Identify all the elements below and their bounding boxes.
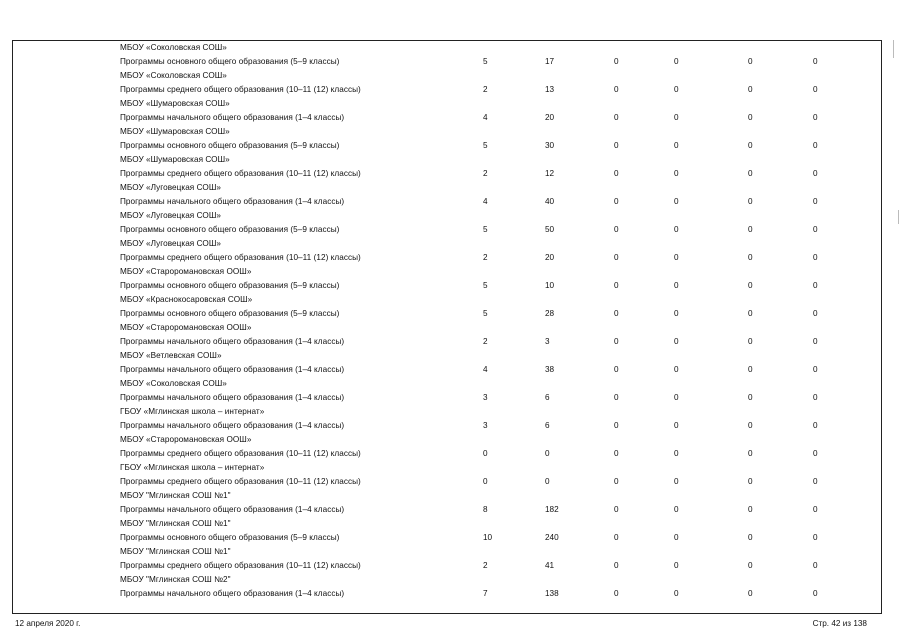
value-cell: 0 (614, 85, 619, 94)
value-cell: 0 (748, 505, 753, 514)
table-row (13, 237, 883, 265)
organization-name: МБОУ «Луговецкая СОШ» (120, 239, 221, 248)
value-cell: 0 (748, 113, 753, 122)
organization-name: МБОУ «Шумаровская СОШ» (120, 99, 230, 108)
organization-name: МБОУ "Мглинская СОШ №2" (120, 575, 231, 584)
organization-name: МБОУ «Староромановская ООШ» (120, 435, 252, 444)
value-cell: 3 (483, 421, 488, 430)
organization-name: МБОУ «Луговецкая СОШ» (120, 183, 221, 192)
value-cell: 0 (748, 225, 753, 234)
value-cell: 0 (483, 477, 488, 486)
value-cell: 0 (614, 57, 619, 66)
value-cell: 0 (813, 589, 818, 598)
organization-name: МБОУ «Шумаровская СОШ» (120, 155, 230, 164)
value-cell: 0 (748, 365, 753, 374)
value-cell: 17 (545, 57, 555, 66)
value-cell: 0 (813, 169, 818, 178)
organization-name: ГБОУ «Мглинская школа – интернат» (120, 407, 265, 416)
value-cell: 0 (813, 253, 818, 262)
value-cell: 10 (545, 281, 555, 290)
value-cell: 0 (748, 281, 753, 290)
value-cell: 0 (813, 449, 818, 458)
organization-name: МБОУ «Соколовская СОШ» (120, 71, 227, 80)
value-cell: 0 (674, 561, 679, 570)
value-cell: 4 (483, 197, 488, 206)
value-cell: 0 (674, 141, 679, 150)
value-cell: 12 (545, 169, 555, 178)
table-row (13, 377, 883, 405)
value-cell: 0 (614, 253, 619, 262)
value-cell: 0 (748, 141, 753, 150)
value-cell: 13 (545, 85, 555, 94)
program-name: Программы начального общего образования (1–4 классы) (120, 505, 345, 514)
value-cell: 0 (813, 141, 818, 150)
value-cell: 2 (483, 561, 488, 570)
value-cell: 0 (483, 449, 488, 458)
value-cell: 0 (748, 561, 753, 570)
value-cell: 0 (674, 337, 679, 346)
scan-mark (898, 210, 899, 224)
value-cell: 0 (813, 421, 818, 430)
value-cell: 6 (545, 393, 550, 402)
program-name: Программы начального общего образования (1–4 классы) (120, 589, 345, 598)
value-cell: 0 (748, 309, 753, 318)
program-name: Программы начального общего образования (1–4 классы) (120, 337, 345, 346)
value-cell: 0 (748, 421, 753, 430)
value-cell: 0 (674, 589, 679, 598)
value-cell: 0 (813, 561, 818, 570)
value-cell: 8 (483, 505, 488, 514)
value-cell: 2 (483, 253, 488, 262)
value-cell: 5 (483, 281, 488, 290)
value-cell: 30 (545, 141, 555, 150)
value-cell: 40 (545, 197, 555, 206)
value-cell: 4 (483, 113, 488, 122)
value-cell: 0 (614, 421, 619, 430)
table-row (13, 489, 883, 517)
program-name: Программы основного общего образования (5–9 классы) (120, 141, 340, 150)
program-name: Программы начального общего образования (1–4 классы) (120, 113, 345, 122)
program-name: Программы начального общего образования (1–4 классы) (120, 197, 345, 206)
value-cell: 2 (483, 85, 488, 94)
program-name: Программы среднего общего образования (10–11 (12) классы) (120, 169, 361, 178)
value-cell: 4 (483, 365, 488, 374)
table-row (13, 181, 883, 209)
value-cell: 41 (545, 561, 555, 570)
value-cell: 0 (748, 85, 753, 94)
table-row (13, 517, 883, 545)
program-name: Программы основного общего образования (5–9 классы) (120, 57, 340, 66)
program-name: Программы начального общего образования (1–4 классы) (120, 393, 345, 402)
value-cell: 0 (614, 337, 619, 346)
value-cell: 0 (674, 449, 679, 458)
value-cell: 0 (614, 589, 619, 598)
program-name: Программы основного общего образования (5–9 классы) (120, 225, 340, 234)
program-name: Программы начального общего образования (1–4 классы) (120, 365, 345, 374)
value-cell: 0 (614, 477, 619, 486)
value-cell: 0 (614, 449, 619, 458)
value-cell: 0 (614, 393, 619, 402)
program-name: Программы начального общего образования (1–4 классы) (120, 421, 345, 430)
value-cell: 0 (748, 477, 753, 486)
value-cell: 5 (483, 141, 488, 150)
value-cell: 0 (748, 197, 753, 206)
organization-name: МБОУ "Мглинская СОШ №1" (120, 519, 231, 528)
value-cell: 0 (614, 169, 619, 178)
value-cell: 28 (545, 309, 555, 318)
value-cell: 10 (483, 533, 493, 542)
value-cell: 0 (813, 197, 818, 206)
value-cell: 0 (748, 449, 753, 458)
table-row (13, 349, 883, 377)
table-row (13, 209, 883, 237)
table-row (13, 265, 883, 293)
organization-name: МБОУ «Шумаровская СОШ» (120, 127, 230, 136)
value-cell: 38 (545, 365, 555, 374)
value-cell: 0 (545, 477, 550, 486)
table-row (13, 573, 883, 601)
value-cell: 20 (545, 113, 555, 122)
value-cell: 0 (813, 337, 818, 346)
table-row (13, 41, 883, 69)
organization-name: МБОУ «Ветлевская СОШ» (120, 351, 222, 360)
value-cell: 3 (545, 337, 550, 346)
table-row (13, 461, 883, 489)
value-cell: 0 (614, 533, 619, 542)
value-cell: 0 (614, 141, 619, 150)
value-cell: 0 (674, 505, 679, 514)
value-cell: 0 (674, 169, 679, 178)
data-table (13, 41, 883, 601)
program-name: Программы основного общего образования (5–9 классы) (120, 309, 340, 318)
value-cell: 0 (614, 309, 619, 318)
value-cell: 0 (813, 113, 818, 122)
table-row (13, 545, 883, 573)
value-cell: 0 (674, 85, 679, 94)
organization-name: МБОУ «Староромановская ООШ» (120, 323, 252, 332)
table-row (13, 405, 883, 433)
organization-name: МБОУ «Луговецкая СОШ» (120, 211, 221, 220)
value-cell: 0 (748, 169, 753, 178)
program-name: Программы основного общего образования (5–9 классы) (120, 533, 340, 542)
value-cell: 0 (674, 365, 679, 374)
value-cell: 0 (674, 113, 679, 122)
organization-name: МБОУ "Мглинская СОШ №1" (120, 547, 231, 556)
table-row (13, 433, 883, 461)
value-cell: 0 (614, 197, 619, 206)
value-cell: 0 (545, 449, 550, 458)
value-cell: 0 (813, 309, 818, 318)
value-cell: 20 (545, 253, 555, 262)
value-cell: 0 (813, 57, 818, 66)
program-name: Программы среднего общего образования (10–11 (12) классы) (120, 253, 361, 262)
value-cell: 0 (813, 225, 818, 234)
table-row (13, 321, 883, 349)
value-cell: 5 (483, 225, 488, 234)
value-cell: 0 (813, 281, 818, 290)
value-cell: 138 (545, 589, 559, 598)
value-cell: 0 (614, 113, 619, 122)
value-cell: 0 (674, 281, 679, 290)
table-row (13, 153, 883, 181)
value-cell: 0 (614, 281, 619, 290)
value-cell: 0 (674, 225, 679, 234)
value-cell: 0 (674, 57, 679, 66)
value-cell: 0 (748, 253, 753, 262)
value-cell: 0 (614, 225, 619, 234)
program-name: Программы среднего общего образования (10–11 (12) классы) (120, 561, 361, 570)
program-name: Программы среднего общего образования (10–11 (12) классы) (120, 477, 361, 486)
value-cell: 6 (545, 421, 550, 430)
value-cell: 0 (748, 337, 753, 346)
organization-name: МБОУ "Мглинская СОШ №1" (120, 491, 231, 500)
program-name: Программы основного общего образования (5–9 классы) (120, 281, 340, 290)
organization-name: МБОУ «Краснокосаровская СОШ» (120, 295, 253, 304)
value-cell: 0 (614, 561, 619, 570)
value-cell: 0 (813, 477, 818, 486)
organization-name: МБОУ «Соколовская СОШ» (120, 43, 227, 52)
value-cell: 182 (545, 505, 559, 514)
value-cell: 0 (674, 253, 679, 262)
value-cell: 0 (813, 505, 818, 514)
value-cell: 3 (483, 393, 488, 402)
document-page (12, 40, 882, 614)
footer-page-number: Стр. 42 из 138 (812, 619, 867, 628)
value-cell: 0 (674, 309, 679, 318)
value-cell: 0 (813, 533, 818, 542)
organization-name: МБОУ «Соколовская СОШ» (120, 379, 227, 388)
value-cell: 0 (813, 365, 818, 374)
value-cell: 7 (483, 589, 488, 598)
value-cell: 2 (483, 169, 488, 178)
value-cell: 0 (748, 57, 753, 66)
value-cell: 0 (748, 393, 753, 402)
value-cell: 0 (674, 197, 679, 206)
value-cell: 5 (483, 309, 488, 318)
value-cell: 0 (813, 85, 818, 94)
footer-date: 12 апреля 2020 г. (15, 619, 81, 628)
table-row (13, 125, 883, 153)
table-row (13, 97, 883, 125)
organization-name: ГБОУ «Мглинская школа – интернат» (120, 463, 265, 472)
value-cell: 0 (674, 421, 679, 430)
program-name: Программы среднего общего образования (10–11 (12) классы) (120, 85, 361, 94)
value-cell: 50 (545, 225, 555, 234)
value-cell: 0 (813, 393, 818, 402)
value-cell: 5 (483, 57, 488, 66)
value-cell: 0 (674, 533, 679, 542)
scan-mark (893, 40, 894, 58)
value-cell: 0 (748, 533, 753, 542)
value-cell: 0 (614, 365, 619, 374)
program-name: Программы среднего общего образования (10–11 (12) классы) (120, 449, 361, 458)
table-row (13, 69, 883, 97)
value-cell: 0 (674, 393, 679, 402)
value-cell: 2 (483, 337, 488, 346)
value-cell: 240 (545, 533, 559, 542)
value-cell: 0 (614, 505, 619, 514)
organization-name: МБОУ «Староромановская ООШ» (120, 267, 252, 276)
table-row (13, 293, 883, 321)
value-cell: 0 (674, 477, 679, 486)
value-cell: 0 (748, 589, 753, 598)
